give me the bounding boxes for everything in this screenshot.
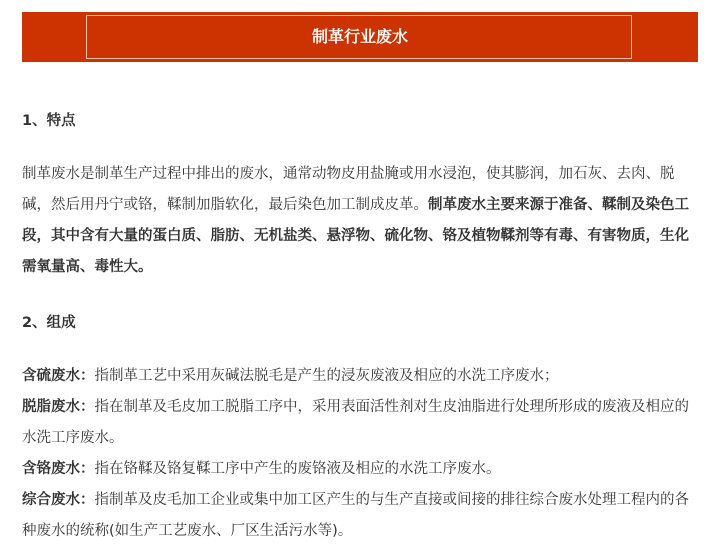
- article-body: [22, 106, 694, 547]
- definition-term: 综合废水：: [22, 492, 95, 508]
- section-heading-features: 1、特点: [22, 113, 76, 129]
- definition-desc: 指制革及皮毛加工企业或集中加工区产生的与生产直接或间接的排往综合废水处理工程内的各种废水的统称(如生产工艺废水、厂区生活污水等)。: [22, 492, 689, 539]
- definition-term: 含铬废水：: [22, 461, 95, 477]
- definition-sulfur-wastewater: [22, 361, 694, 392]
- features-text-emphasis: 制革废水主要来源于准备、鞣制及染色工段，其中含有大量的蛋白质、脂肪、无机盐类、悬浮物、硫化物、铬及植物鞣剂等有毒、有害物质，生化需氧量高、毒性大。: [22, 197, 689, 275]
- definition-combined-wastewater: [22, 485, 694, 547]
- features-paragraph: [22, 159, 694, 283]
- definition-term: 含硫废水：: [22, 368, 95, 384]
- page-title: 制革行业废水: [311, 27, 408, 46]
- title-banner: [22, 12, 698, 62]
- definition-desc: 指在制革及毛皮加工脱脂工序中，采用表面活性剂对生皮油脂进行处理所形成的废液及相应的水洗工序废水。: [22, 399, 689, 446]
- definition-term: 脱脂废水：: [22, 399, 95, 415]
- definition-chromium-wastewater: [22, 454, 694, 485]
- definition-desc: 指在铬鞣及铬复鞣工序中产生的废铬液及相应的水洗工序废水。: [94, 461, 501, 477]
- definition-desc: 指制革工艺中采用灰碱法脱毛是产生的浸灰废液及相应的水洗工序废水；: [94, 368, 559, 384]
- definition-degreasing-wastewater: [22, 392, 694, 454]
- features-text: 制革废水是制革生产过程中排出的废水，通常动物皮用盐腌或用水浸泡，使其膨润，加石灰、去肉、脱碱，然后用丹宁或铬，鞣制加脂软化，最后染色加工制成皮革。: [22, 166, 675, 213]
- section-heading-composition: 2、组成: [22, 315, 76, 331]
